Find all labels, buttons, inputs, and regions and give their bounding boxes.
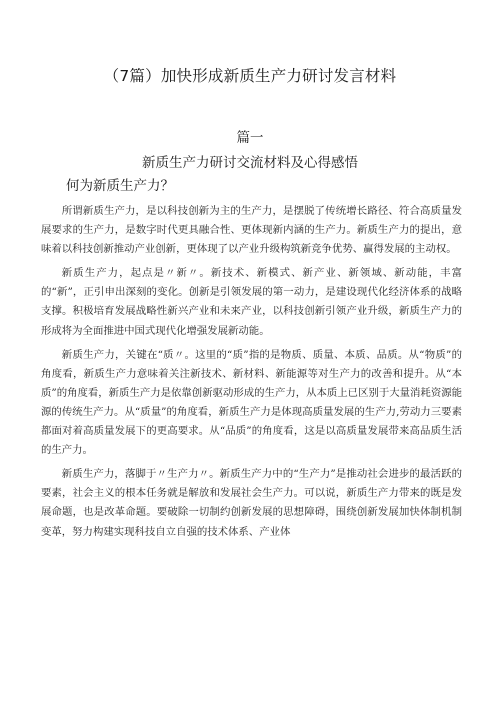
paragraph: 新质生产力，落脚于〃生产力〃。新质生产力中的“生产力”是推动社会进步的最活跃的要素，社会主义的根本任务就是解放和发展社会生产力。可以说，新质生产力带来的既是发展命题，也是改革命题。要破除一切制约创新发展的思想障碍，围绕创新发展加快体制机制变革，努力构建实现科技自立自强的技术体系、产业体 (41, 468, 462, 538)
part-title: 新质生产力研讨交流材料及心得感悟 (142, 155, 358, 171)
document-title: （7篇）加快形成新质生产力研讨发言材料 (103, 67, 397, 85)
paragraph: 所谓新质生产力，是以科技创新为主的生产力，是摆脱了传统增长路径、符合高质量发展要求的生产力，是数字时代更具融合性、更体现新内涵的生产力。新质生产力的提出，意味着以科技创新推动产业创新，更体现了以产业升级构筑新竞争优势、赢得发展的主动权。 (41, 205, 462, 256)
paragraph: 新质生产力，关键在“质〃。这里的“质”指的是物质、质量、本质、品质。从“物质”的角度看，新质生产力意味着关注新技术、新材料、新能源等对生产力的改善和提升。从“本质”的角度看，新质生产力是依靠创新驱动形成的生产力，从本质上已区别于大量消耗资源能源的传统生产力。从“质量”的角度看，新质生产力是体现高质量发展的生产力,劳动力三要素都面对着高质量发展下的更高要求。从“品质”的角度看，这是以高质量发展带来高品质生活的生产力。 (41, 348, 462, 457)
section-heading: 何为新质生产力？ (66, 178, 174, 194)
part-label: 篇一 (236, 130, 264, 146)
document-body (41, 202, 462, 547)
paragraph: 新质生产力，起点是〃新〃。新技术、新模式、新产业、新领域、新动能，丰富的“新”，正引申出深刻的变化。创新是引领发展的第一动力，是建设现代化经济体系的战略支撑。积极培育发展战略性新兴产业和未来产业，以科技创新引领产业升级，新质生产力的形成将为全面推进中国式现代化增强发展新动能。 (41, 267, 462, 337)
